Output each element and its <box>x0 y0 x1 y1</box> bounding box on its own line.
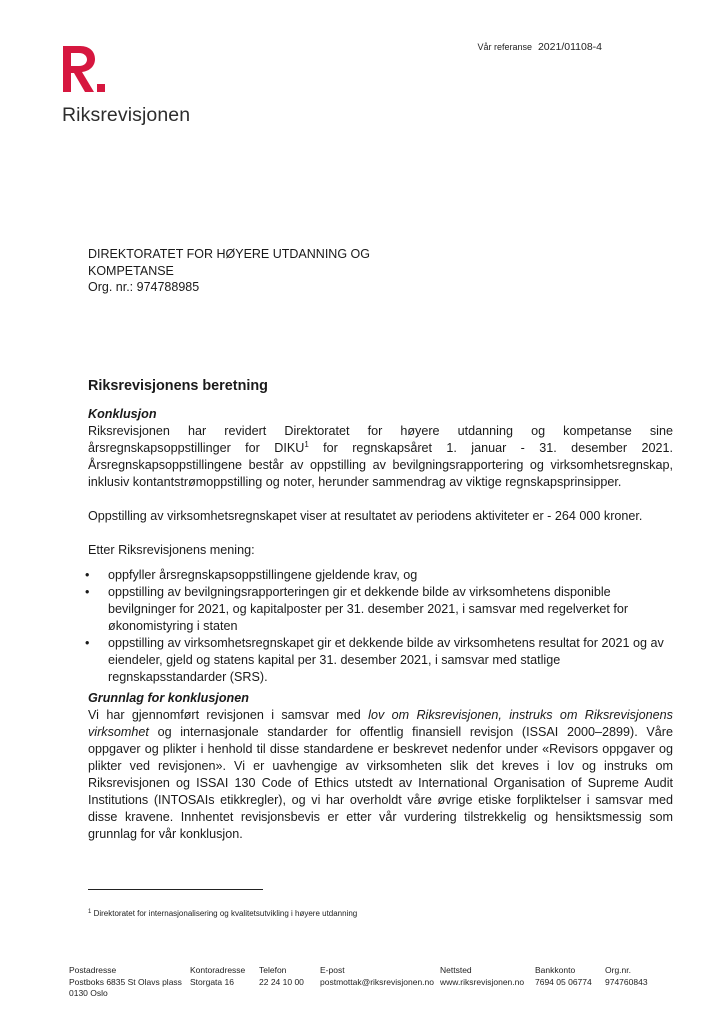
basis-text-b: og internasjonale standarder for offentlig finansiell revisjon (ISSAI 2000–2899). Våre oppgaver og plikter i henhold til disse standardene er beskrevet nedenfor under «Revisors oppgaver og plikter ved revisjonen». Vi er uavhengige av virksomheten slik det kreves i lov og instruks om Riksrevisjonen og ISSAI 130 Code of Ethics utstedt av International Organisation of Supreme Audit Institutions (INTOSAIs etikkregler), og vi har overholdt våre øvrige etiske forpliktelser i samsvar med disse kravene. Innhentet revisjonsbevis er etter vår vurdering tilstrekkelig og hensiktsmessig som grunnlag for vår konklusjon. <box>88 725 673 841</box>
basis-text-a: Vi har gjennomført revisjonen i samsvar med <box>88 708 369 722</box>
footer-label: Nettsted <box>440 965 472 975</box>
logo-r-mark-icon <box>60 44 110 98</box>
list-item-text: oppstilling av bevilgningsrapporteringen gir et dekkende bilde av virksomhetens disponible bevilgninger for 2021, og kapitalposter per 31. desember 2021, i samsvar med regelverket for økonomistyring i staten <box>108 585 629 633</box>
footer-value: 22 24 10 00 <box>259 976 304 987</box>
conclusion-text-a: Riksrevisjonen har revidert Direktoratet for høyere utdanning og kompetanse sine årsregnskapsoppstillinger for DIKU <box>88 424 673 455</box>
footer-label: Org.nr. <box>605 965 631 975</box>
basis-law-reference: lov om Riksrevisjonen, instruks om Riksrevisjonens virksomhet <box>88 708 673 739</box>
reference-number: 2021/01108-4 <box>537 41 602 53</box>
footer-label: Postadresse <box>69 965 117 975</box>
footer-value: 7694 05 06774 <box>535 976 592 987</box>
basis-heading: Grunnlag for konklusjonen <box>88 691 249 705</box>
list-item <box>85 635 673 686</box>
conclusion-paragraph-1 <box>88 423 673 491</box>
list-item <box>85 567 673 584</box>
footer-label: E-post <box>320 965 345 975</box>
reference-label: Vår referanse <box>477 42 533 52</box>
list-item <box>85 584 673 635</box>
recipient-line-2: KOMPETANSE <box>88 263 174 278</box>
footnote <box>88 909 357 918</box>
footnote-number: 1 <box>88 909 92 915</box>
footnote-ref: 1 <box>304 440 309 449</box>
conclusion-text-b: for regnskapsåret 1. januar - 31. desember 2021. Årsregnskapsoppstillingene består av oppstilling av bevilgningsrapportering og virksomhetsregnskap, inklusiv kontantstrømoppstilling og noter, herunder sammendrag av viktige regnskapsprinsipper. <box>88 441 673 489</box>
report-body <box>85 376 673 843</box>
list-item-text: oppstilling av virksomhetsregnskapet gir et dekkende bilde av virksomhetens resultat for 2021 og av eiendeler, gjeld og statens kapital per 31. desember 2021, i samsvar med statlige regnskapsstandarder (SRS). <box>108 636 664 684</box>
bullet-icon: • <box>85 568 90 582</box>
footer-nettsted <box>440 965 524 988</box>
footer-label: Bankkonto <box>535 965 576 975</box>
conclusion-paragraph-2: Oppstilling av virksomhetsregnskapet viser at resultatet av periodens aktiviteter er - 264 000 kroner. <box>88 509 643 523</box>
footnote-text: Direktoratet for internasjonalisering og kvalitetsutvikling i høyere utdanning <box>91 909 358 918</box>
bullet-icon: • <box>85 636 90 650</box>
footer-value: Storgata 16 <box>190 976 234 987</box>
logo-wordmark: Riksrevisjonen <box>62 104 191 126</box>
conclusion-heading: Konklusjon <box>88 407 157 421</box>
opinion-list <box>85 567 673 686</box>
footer-label: Kontoradresse <box>190 965 246 975</box>
footnote-divider <box>88 889 263 890</box>
footer-label: Telefon <box>259 965 287 975</box>
recipient-line-1: DIREKTORATET FOR HØYERE UTDANNING OG <box>88 247 370 261</box>
footer-telefon <box>259 965 304 988</box>
footer-email-link[interactable]: postmottak@riksrevisjonen.no <box>320 976 434 987</box>
footer-orgnr <box>605 965 648 988</box>
recipient-address <box>88 246 408 296</box>
riksrevisjonen-logo <box>60 44 210 126</box>
footer-value: Postboks 6835 St Olavs plass <box>69 976 182 987</box>
basis-paragraph <box>88 707 673 843</box>
footer-bankkonto <box>535 965 592 988</box>
report-title: Riksrevisjonens beretning <box>88 378 268 394</box>
footer-value: 974760843 <box>605 976 648 987</box>
conclusion-paragraph-3: Etter Riksrevisjonens mening: <box>88 543 255 557</box>
footer-value: 0130 Oslo <box>69 988 108 998</box>
footer-website-link[interactable]: www.riksrevisjonen.no <box>440 976 525 987</box>
recipient-org-number: Org. nr.: 974788985 <box>88 280 200 294</box>
footer-epost <box>320 965 434 988</box>
footer-postadresse <box>69 965 182 1000</box>
list-item-text: oppfyller årsregnskapsoppstillingene gjeldende krav, og <box>108 568 418 582</box>
footer-kontoradresse <box>190 965 245 988</box>
reference <box>478 41 602 53</box>
bullet-icon: • <box>85 585 90 599</box>
